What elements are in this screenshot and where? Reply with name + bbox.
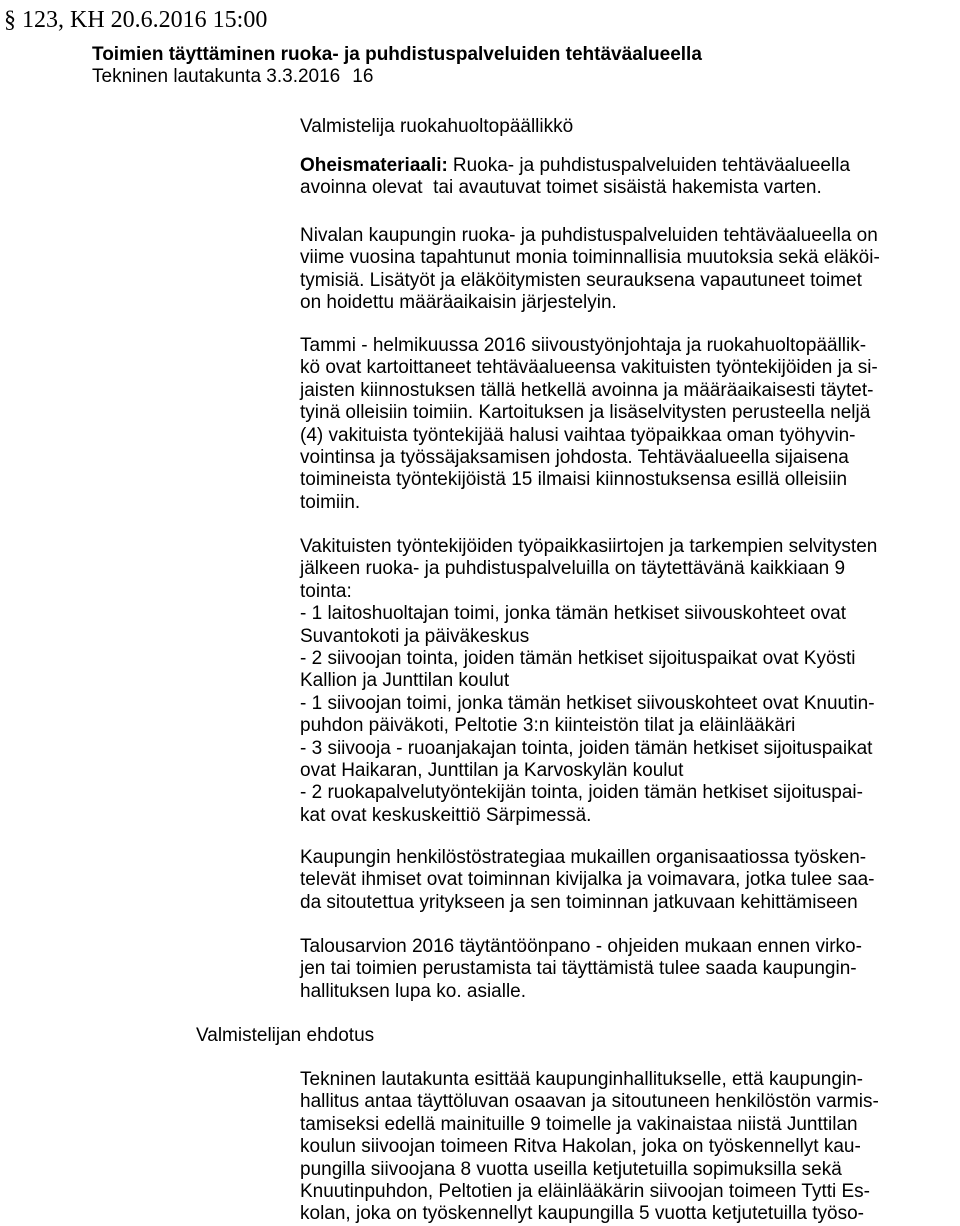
paragraph-positions	[300, 536, 940, 827]
paragraph-line: (4) vakituista työntekijää halusi vaihtaa työpaikkaa oman työhyvin-	[300, 424, 856, 446]
list-item: - 1 laitoshuoltajan toimi, jonka tämän hetkiset siivouskohteet ovat	[300, 603, 847, 625]
paragraph-line: hallitus antaa täyttöluvan osaavan ja sitoutuneen henkilöstön varmis-	[300, 1091, 879, 1113]
paragraph-line: jen tai toimien perustamista tai täyttämistä tulee saada kaupungin-	[300, 958, 857, 980]
paragraph-line: jälkeen ruoka- ja puhdistuspalveluilla on täytettävänä kaikkiaan 9	[300, 558, 846, 580]
paragraph-line: Talousarvion 2016 täytäntöönpano - ohjeiden mukaan ennen virko-	[300, 936, 862, 957]
attachment-text: Ruoka- ja puhdistuspalveluiden tehtäväalueella	[452, 155, 851, 176]
paragraph-line: viime vuosina tapahtunut monia toiminnallisia muutoksia sekä eläköi-	[300, 247, 880, 269]
attachment-block	[300, 155, 940, 200]
paragraph-line: hallituksen lupa ko. asialle.	[300, 980, 527, 1002]
paragraph-line: tymisiä. Lisätyöt ja eläköitymisten seurauksena vapautuneet toimet	[300, 269, 862, 291]
paragraph-line: Kaupungin henkilöstöstrategiaa mukaillen organisaatiossa työsken-	[300, 847, 867, 868]
paragraph-line: koulun siivoojan toimeen Ritva Hakolan, joka on työskennellyt kau-	[300, 1136, 861, 1158]
paragraph-line: Tekninen lautakunta esittää kaupunginhallitukselle, että kaupungin-	[300, 1069, 864, 1090]
paragraph-line: vointinsa ja työssäjaksamisen johdosta. Tehtäväalueella sijaisena	[300, 446, 849, 468]
paragraph-line: Knuutinpuhdon, Peltotien ja eläinlääkärin siivoojan toimeen Tytti Es-	[300, 1180, 870, 1202]
paragraph-line: toimineista työntekijöistä 15 ilmaisi kiinnostuksensa esillä olleisiin	[300, 469, 848, 491]
paragraph-background	[300, 225, 940, 315]
list-item: Suvantokoti ja päiväkeskus	[300, 625, 530, 647]
paragraph-line: kö ovat kartoittaneet tehtäväalueensa vakituisten työntekijöiden ja si-	[300, 357, 878, 379]
list-item: Kallion ja Junttilan koulut	[300, 670, 510, 692]
paragraph-line: televät ihmiset ovat toiminnan kivijalka ja voimavara, jotka tulee saa-	[300, 869, 875, 891]
paragraph-line: pungilla siivoojana 8 vuotta useilla ketjutetuilla sopimuksilla sekä	[300, 1158, 842, 1180]
paragraph-line: tamiseksi edellä mainituille 9 toimelle ja vakinaistaa niistä Junttilan	[300, 1113, 858, 1135]
list-item: puhdon päiväkoti, Peltotie 3:n kiinteistön tilat ja eläinlääkäri	[300, 715, 796, 737]
paragraph-strategy	[300, 847, 940, 914]
meeting-name: Tekninen lautakunta 3.3.2016	[92, 66, 341, 87]
paragraph-line: tointa:	[300, 580, 352, 602]
paragraph-line: tyinä olleisiin toimiin. Kartoituksen ja lisäselvitysten perusteella neljä	[300, 402, 871, 424]
attachment-label: Oheismateriaali:	[300, 155, 448, 176]
paragraph-line: Vakituisten työntekijöiden työpaikkasiirtojen ja tarkempien selvitysten	[300, 536, 878, 557]
proposal-text	[300, 1069, 940, 1226]
paragraph-survey	[300, 335, 940, 514]
attachment-line	[300, 155, 940, 177]
paragraph-line: jaisten kiinnostuksen tällä hetkellä avoinna ja määräaikaisesti täytet-	[300, 379, 874, 401]
list-item: - 2 siivoojan tointa, joiden tämän hetkiset sijoituspaikat ovat Kyösti	[300, 647, 856, 669]
paragraph-line: on hoidettu määräaikaisin järjestelyin.	[300, 292, 617, 314]
meeting-line	[92, 66, 932, 88]
paragraph-budget	[300, 936, 940, 1003]
paragraph-line: toimiin.	[300, 491, 361, 513]
document-title-block	[92, 44, 932, 88]
paragraph-line: da sitoutettua yritykseen ja sen toiminnan jatkuvaan kehittämiseen	[300, 891, 858, 913]
list-item: - 1 siivoojan toimi, jonka tämän hetkiset siivouskohteet ovat Knuutin-	[300, 692, 875, 714]
paragraph-line: kolan, joka on työskennellyt kaupungilla 5 vuotta ketjutetuilla työso-	[300, 1203, 865, 1225]
page-number: 16	[352, 66, 374, 87]
preparer-block	[300, 116, 940, 138]
list-item: - 3 siivooja - ruoanjakajan tointa, joiden tämän hetkiset sijoituspaikat	[300, 737, 873, 759]
preparer: Valmistelija ruokahuoltopäällikkö	[300, 116, 574, 137]
list-item: - 2 ruokapalvelutyöntekijän tointa, joiden tämän hetkiset sijoituspai-	[300, 782, 863, 804]
document-title: Toimien täyttäminen ruoka- ja puhdistuspalveluiden tehtäväalueella	[92, 44, 702, 65]
paragraph-line: Tammi - helmikuussa 2016 siivoustyönjohtaja ja ruokahuoltopäällik-	[300, 335, 867, 356]
attachment-line: avoinna olevat tai avautuvat toimet sisäistä hakemista varten.	[300, 177, 822, 199]
list-item: kat ovat keskuskeittiö Särpimessä.	[300, 804, 592, 826]
proposal-label: Valmistelijan ehdotus	[196, 1025, 375, 1046]
list-item: ovat Haikaran, Junttilan ja Karvoskylän koulut	[300, 759, 684, 781]
section-header: § 123, KH 20.6.2016 15:00	[4, 7, 268, 33]
paragraph-line: Nivalan kaupungin ruoka- ja puhdistuspalveluiden tehtäväalueella on	[300, 225, 878, 246]
